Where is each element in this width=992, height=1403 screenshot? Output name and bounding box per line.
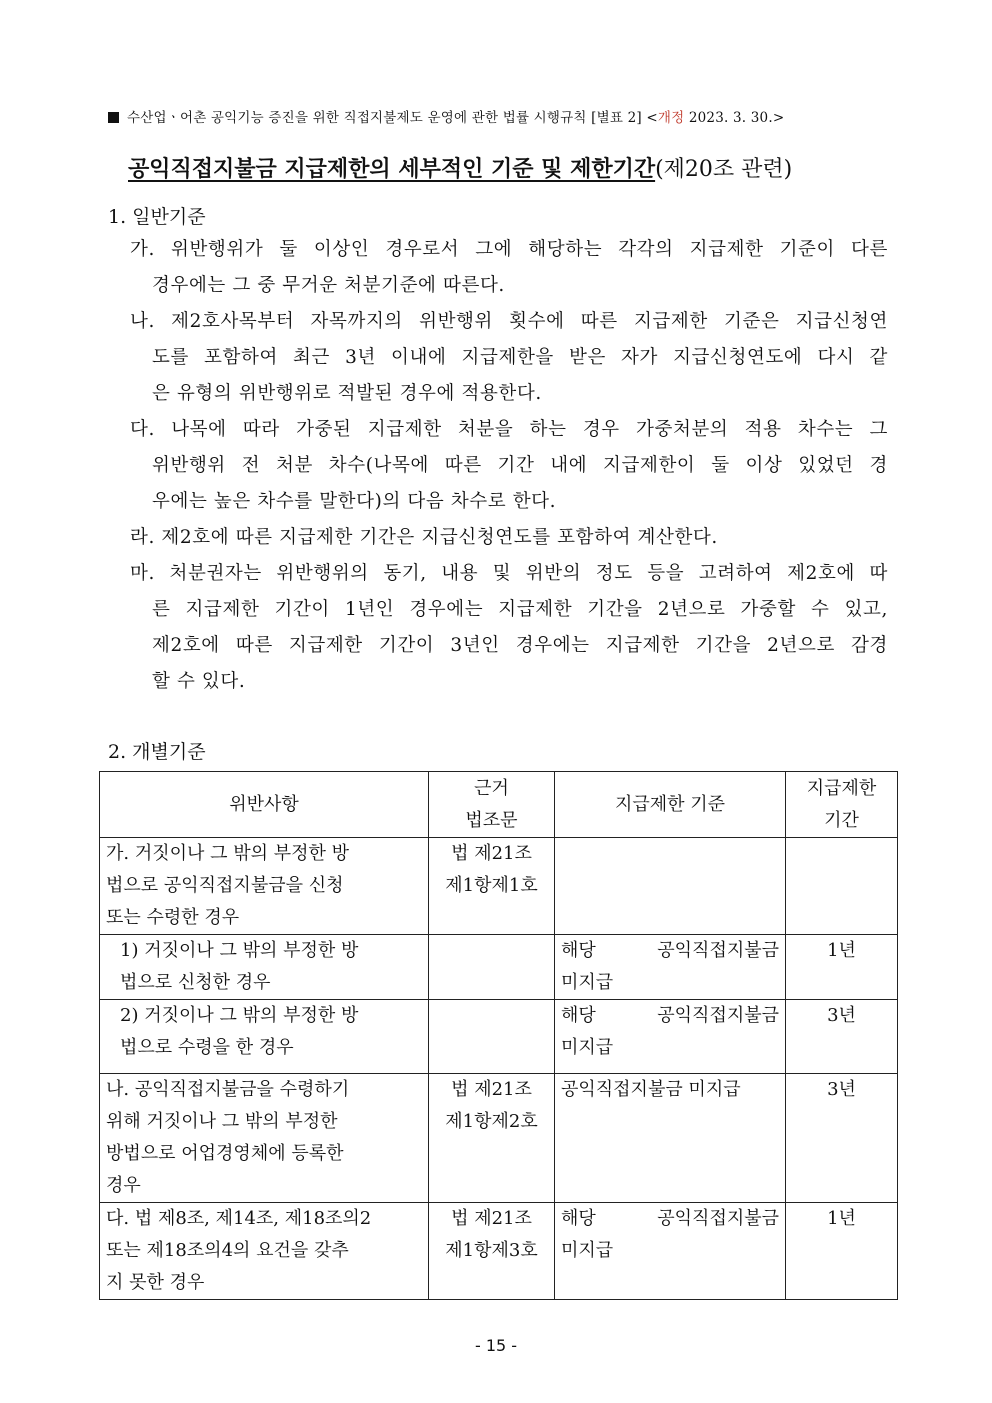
criteria-item-line: 할 수 있다. bbox=[152, 671, 246, 692]
column-header bbox=[100, 772, 429, 838]
document-header bbox=[108, 106, 868, 126]
cell-line: 해당 공익직접지불금 bbox=[561, 1208, 779, 1229]
page-title bbox=[128, 152, 888, 183]
table-cell-violation bbox=[100, 1074, 429, 1203]
criteria-item-line: 우에는 높은 차수를 말한다)의 다음 차수로 한다. bbox=[152, 491, 557, 512]
column-header-line: 지급제한 기준 bbox=[614, 793, 726, 815]
table-cell-basis bbox=[429, 935, 555, 1000]
cell-line: 위해 거짓이나 그 밖의 부정한 bbox=[106, 1111, 338, 1132]
cell-line: 공익직접지불금 미지급 bbox=[561, 1079, 741, 1100]
table-cell-criteria bbox=[555, 1203, 786, 1300]
column-header bbox=[786, 772, 898, 838]
table-row bbox=[100, 1074, 898, 1203]
table-cell-basis bbox=[429, 1203, 555, 1300]
table-row bbox=[100, 1000, 898, 1074]
criteria-item-line: 른 지급제한 기간이 1년인 경우에는 지급제한 기간을 2년으로 가중할 수 있고, bbox=[152, 599, 888, 620]
cell-line: 1) 거짓이나 그 밖의 부정한 방 bbox=[120, 940, 359, 961]
criteria-item-line: 라. 제2호에 따른 지급제한 기간은 지급신청연도를 포함하여 계산한다. bbox=[130, 527, 718, 548]
criteria-item-line: 도를 포함하여 최근 3년 이내에 지급제한을 받은 자가 지급신청연도에 다시 같 bbox=[152, 347, 888, 368]
table-cell-basis bbox=[429, 838, 555, 935]
criteria-item-line: 마. 처분권자는 위반행위의 동기, 내용 및 위반의 정도 등을 고려하여 제2호에 따 bbox=[130, 563, 888, 584]
table-cell-period: 1년 bbox=[786, 1203, 898, 1300]
criteria-item-line: 다. 나목에 따라 가중된 지급제한 처분을 하는 경우 가중처분의 적용 차수는 그 bbox=[130, 419, 888, 440]
cell-line: 나. 공익직접지불금을 수령하기 bbox=[106, 1079, 350, 1100]
table-cell-violation bbox=[100, 935, 429, 1000]
cell-line: 해당 공익직접지불금 bbox=[561, 940, 779, 961]
page-number: - 15 - bbox=[474, 1336, 518, 1355]
column-header-line: 위반사항 bbox=[229, 793, 299, 815]
table-cell-violation bbox=[100, 838, 429, 935]
table-row bbox=[100, 935, 898, 1000]
table-header-row bbox=[100, 772, 898, 838]
cell-line: 제1항제3호 bbox=[445, 1240, 538, 1261]
table-cell-criteria bbox=[555, 935, 786, 1000]
criteria-item-line: 제2호에 따른 지급제한 기간이 3년인 경우에는 지급제한 기간을 2년으로 감경 bbox=[152, 635, 888, 656]
cell-line: 가. 거짓이나 그 밖의 부정한 방 bbox=[106, 843, 349, 864]
table-row bbox=[100, 838, 898, 935]
cell-line: 제1항제1호 bbox=[445, 875, 538, 896]
table-cell-period: 1년 bbox=[786, 935, 898, 1000]
column-header bbox=[555, 772, 786, 838]
individual-criteria-table bbox=[99, 771, 898, 1300]
criteria-item-line: 은 유형의 위반행위로 적발된 경우에 적용한다. bbox=[152, 383, 542, 404]
title-main: 공익직접지불금 지급제한의 세부적인 기준 및 제한기간 bbox=[128, 156, 656, 182]
table-cell-criteria bbox=[555, 1074, 786, 1203]
cell-line: 제1항제2호 bbox=[445, 1111, 538, 1132]
column-header-line: 기간 bbox=[824, 809, 859, 831]
cell-line: 미지급 bbox=[561, 972, 614, 993]
table-cell-period: 3년 bbox=[786, 1000, 898, 1074]
table-cell-criteria bbox=[555, 838, 786, 935]
criteria-item bbox=[130, 412, 888, 520]
table-row bbox=[100, 1203, 898, 1300]
table-cell-violation bbox=[100, 1203, 429, 1300]
section-2-heading: 2. 개별기준 bbox=[108, 741, 206, 763]
square-bullet-icon bbox=[108, 112, 119, 123]
table-reference: [별표 2] bbox=[591, 110, 642, 126]
cell-line: 2) 거짓이나 그 밖의 부정한 방 bbox=[120, 1005, 359, 1026]
cell-line: 법 제21조 bbox=[451, 843, 532, 864]
cell-line: 법으로 수령을 한 경우 bbox=[120, 1037, 294, 1058]
cell-line: 해당 공익직접지불금 bbox=[561, 1005, 779, 1026]
criteria-item-line: 나. 제2호사목부터 자목까지의 위반행위 횟수에 따른 지급제한 기준은 지급신청연 bbox=[130, 311, 888, 332]
cell-line: 미지급 bbox=[561, 1037, 614, 1058]
column-header-line: 근거 bbox=[474, 777, 509, 799]
section-1-heading: 1. 일반기준 bbox=[108, 206, 206, 228]
column-header bbox=[429, 772, 555, 838]
cell-line: 지 못한 경우 bbox=[106, 1272, 205, 1293]
criteria-item bbox=[130, 556, 888, 700]
cell-line: 또는 수령한 경우 bbox=[106, 907, 240, 928]
table-cell-criteria bbox=[555, 1000, 786, 1074]
table-cell-basis bbox=[429, 1000, 555, 1074]
criteria-item bbox=[130, 232, 888, 304]
column-header-line: 지급제한 bbox=[806, 777, 877, 799]
table-cell-period: 3년 bbox=[786, 1074, 898, 1203]
criteria-item-line: 가. 위반행위가 둘 이상인 경우로서 그에 해당하는 각각의 지급제한 기준이 다른 bbox=[130, 239, 888, 260]
cell-line: 법 제21조 bbox=[451, 1079, 532, 1100]
cell-line: 또는 제18조의4의 요건을 갖추 bbox=[106, 1240, 349, 1261]
amendment-note: <개정 2023. 3. 30.> bbox=[646, 110, 785, 126]
table-cell-period bbox=[786, 838, 898, 935]
column-header-line: 법조문 bbox=[465, 809, 518, 831]
table-cell-violation bbox=[100, 1000, 429, 1074]
cell-line: 미지급 bbox=[561, 1240, 614, 1261]
criteria-item bbox=[130, 304, 888, 412]
cell-line: 법 제21조 bbox=[451, 1208, 532, 1229]
cell-line: 방법으로 어업경영체에 등록한 bbox=[106, 1143, 344, 1164]
cell-line: 법으로 신청한 경우 bbox=[120, 972, 271, 993]
law-name: 수산업ㆍ어촌 공익기능 증진을 위한 직접지불제도 운영에 관한 법률 시행규칙 bbox=[127, 110, 587, 126]
title-suffix: (제20조 관련) bbox=[655, 157, 793, 182]
criteria-item-line: 위반행위 전 처분 차수(나목에 따른 기간 내에 지급제한이 둘 이상 있었던 경 bbox=[152, 455, 888, 476]
cell-line: 다. 법 제8조, 제14조, 제18조의2 bbox=[106, 1208, 372, 1229]
criteria-item-line: 경우에는 그 중 무거운 처분기준에 따른다. bbox=[152, 275, 505, 296]
cell-line: 법으로 공익직접지불금을 신청 bbox=[106, 875, 344, 896]
criteria-item bbox=[130, 520, 888, 556]
table-cell-basis bbox=[429, 1074, 555, 1203]
cell-line: 경우 bbox=[106, 1175, 141, 1196]
